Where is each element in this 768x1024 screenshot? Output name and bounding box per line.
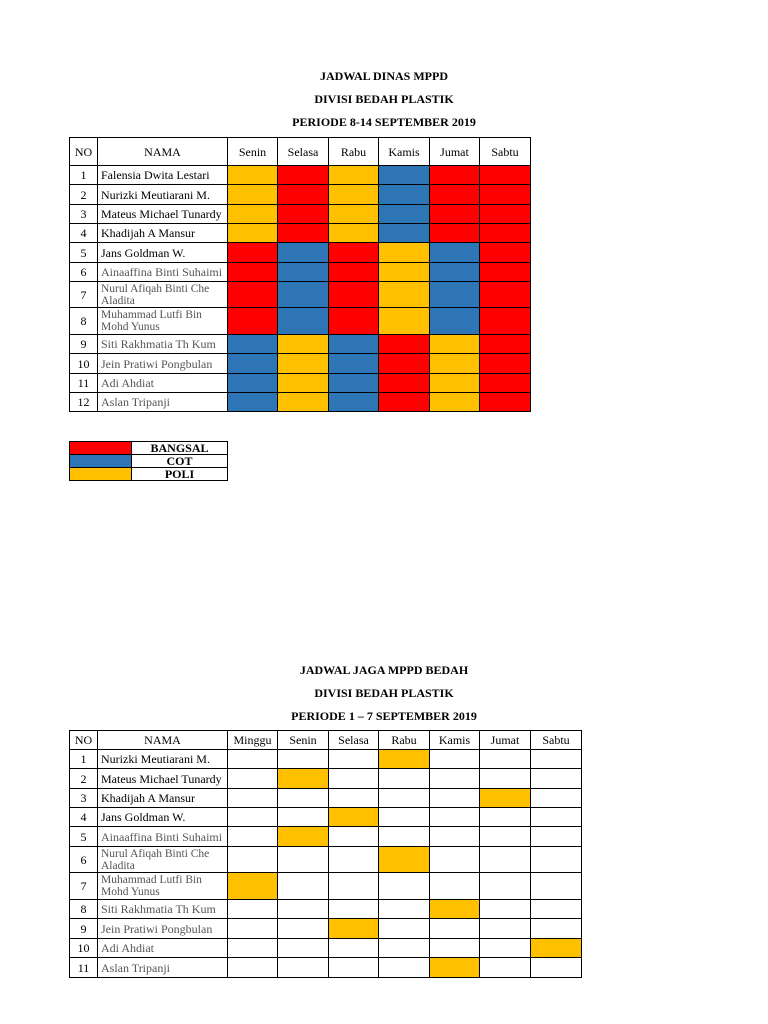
shift-cell	[480, 205, 531, 224]
shift-cell	[531, 900, 582, 919]
table-row	[70, 263, 531, 282]
shift-cell	[329, 282, 379, 308]
schedule1-header-4: Rabu	[329, 138, 379, 166]
shift-cell	[329, 374, 379, 393]
shift-cell	[430, 900, 480, 919]
shift-cell	[379, 185, 430, 205]
member-name: Mateus Michael Tunardy	[98, 205, 228, 224]
shift-cell	[278, 185, 329, 205]
shift-cell	[430, 205, 480, 224]
shift-cell	[329, 354, 379, 374]
shift-cell	[480, 958, 531, 978]
shift-cell	[228, 769, 278, 789]
shift-cell	[329, 263, 379, 282]
table-row	[70, 374, 531, 393]
shift-cell	[480, 847, 531, 873]
schedule2-header-6: Kamis	[430, 731, 480, 750]
shift-cell	[329, 900, 379, 919]
member-name: Ainaaffina Binti Suhaimi	[98, 827, 228, 847]
row-number: 1	[70, 750, 98, 769]
shift-cell	[379, 827, 430, 847]
schedule2-header-0: NO	[70, 731, 98, 750]
table-row	[70, 827, 582, 847]
shift-cell	[329, 789, 379, 808]
shift-cell	[480, 282, 531, 308]
schedule2-header-7: Jumat	[480, 731, 531, 750]
shift-cell	[379, 750, 430, 769]
shift-cell	[379, 263, 430, 282]
shift-cell	[228, 827, 278, 847]
member-name: Nurizki Meutiarani M.	[98, 185, 228, 205]
shift-cell	[228, 185, 278, 205]
shift-cell	[329, 750, 379, 769]
shift-cell	[430, 750, 480, 769]
row-number: 3	[70, 205, 98, 224]
shift-cell	[480, 750, 531, 769]
shift-cell	[480, 900, 531, 919]
shift-cell	[278, 335, 329, 354]
table-row	[70, 847, 582, 873]
shift-cell	[278, 393, 329, 412]
shift-cell	[278, 282, 329, 308]
table-row	[70, 185, 531, 205]
shift-cell	[228, 393, 278, 412]
shift-cell	[228, 958, 278, 978]
row-number: 3	[70, 789, 98, 808]
member-name: Aslan Tripanji	[98, 958, 228, 978]
row-number: 7	[70, 282, 98, 308]
schedule2-header-4: Selasa	[329, 731, 379, 750]
shift-cell	[329, 919, 379, 939]
table-row	[70, 789, 582, 808]
shift-cell	[278, 243, 329, 263]
shift-cell	[379, 789, 430, 808]
member-name: Jein Pratiwi Pongbulan	[98, 354, 228, 374]
shift-cell	[531, 919, 582, 939]
shift-cell	[278, 958, 329, 978]
shift-cell	[531, 827, 582, 847]
schedule2-header-row	[70, 731, 582, 750]
shift-cell	[430, 847, 480, 873]
member-name: Aslan Tripanji	[98, 393, 228, 412]
shift-cell	[480, 939, 531, 958]
member-name: Siti Rakhmatia Th Kum	[98, 900, 228, 919]
schedule2-header-8: Sabtu	[531, 731, 582, 750]
shift-cell	[531, 789, 582, 808]
member-name: Jans Goldman W.	[98, 808, 228, 827]
shift-cell	[379, 308, 430, 335]
legend-row	[70, 455, 228, 468]
shift-cell	[430, 919, 480, 939]
row-number: 11	[70, 958, 98, 978]
shift-cell	[480, 919, 531, 939]
shift-cell	[329, 335, 379, 354]
table-row	[70, 958, 582, 978]
schedule2-period: PERIODE 1 – 7 SEPTEMBER 2019	[291, 709, 477, 723]
shift-cell	[278, 939, 329, 958]
shift-cell	[379, 354, 430, 374]
row-number: 10	[70, 354, 98, 374]
shift-cell	[531, 939, 582, 958]
legend-swatch	[70, 442, 132, 455]
member-name: Khadijah A Mansur	[98, 789, 228, 808]
shift-cell	[329, 205, 379, 224]
shift-cell	[379, 166, 430, 185]
row-number: 5	[70, 243, 98, 263]
shift-cell	[430, 224, 480, 243]
shift-cell	[278, 308, 329, 335]
shift-cell	[278, 750, 329, 769]
shift-cell	[228, 308, 278, 335]
schedule2-title: JADWAL JAGA MPPD BEDAH	[299, 663, 469, 677]
schedule1-header-5: Kamis	[379, 138, 430, 166]
shift-cell	[430, 374, 480, 393]
shift-cell	[531, 958, 582, 978]
shift-cell	[278, 374, 329, 393]
shift-cell	[278, 769, 329, 789]
table-row	[70, 393, 531, 412]
shift-cell	[430, 769, 480, 789]
member-name: Siti Rakhmatia Th Kum	[98, 335, 228, 354]
table-row	[70, 808, 582, 827]
schedule2-header-3: Senin	[278, 731, 329, 750]
shift-cell	[379, 243, 430, 263]
shift-cell	[430, 958, 480, 978]
table-row	[70, 939, 582, 958]
schedule1-header-6: Jumat	[430, 138, 480, 166]
shift-cell	[228, 282, 278, 308]
shift-cell	[278, 808, 329, 827]
member-name: Muhammad Lutfi Bin Mohd Yunus	[98, 308, 228, 335]
shift-cell	[228, 263, 278, 282]
row-number: 5	[70, 827, 98, 847]
shift-cell	[379, 847, 430, 873]
schedule1-table	[69, 137, 531, 412]
row-number: 4	[70, 808, 98, 827]
row-number: 11	[70, 374, 98, 393]
row-number: 1	[70, 166, 98, 185]
shift-cell	[480, 166, 531, 185]
shift-cell	[480, 308, 531, 335]
row-number: 9	[70, 919, 98, 939]
shift-cell	[379, 958, 430, 978]
shift-cell	[430, 243, 480, 263]
shift-cell	[278, 919, 329, 939]
shift-cell	[228, 243, 278, 263]
shift-cell	[430, 393, 480, 412]
schedule2-header-2: Minggu	[228, 731, 278, 750]
table-row	[70, 919, 582, 939]
shift-cell	[329, 958, 379, 978]
shift-cell	[228, 374, 278, 393]
legend-label: COT	[132, 455, 228, 468]
shift-cell	[379, 900, 430, 919]
shift-cell	[228, 224, 278, 243]
shift-cell	[480, 808, 531, 827]
schedule2-table	[69, 730, 582, 978]
schedule1-header-1: NAMA	[98, 138, 228, 166]
shift-cell	[329, 393, 379, 412]
shift-cell	[329, 166, 379, 185]
shift-cell	[329, 308, 379, 335]
member-name: Jans Goldman W.	[98, 243, 228, 263]
shift-cell	[228, 919, 278, 939]
row-number: 7	[70, 873, 98, 900]
shift-cell	[278, 166, 329, 185]
legend-row	[70, 468, 228, 481]
shift-cell	[278, 205, 329, 224]
shift-cell	[430, 827, 480, 847]
row-number: 6	[70, 263, 98, 282]
legend-table	[69, 441, 228, 481]
member-name: Ainaaffina Binti Suhaimi	[98, 263, 228, 282]
shift-cell	[228, 335, 278, 354]
shift-cell	[480, 263, 531, 282]
shift-cell	[480, 789, 531, 808]
shift-cell	[228, 789, 278, 808]
legend-label: BANGSAL	[132, 442, 228, 455]
shift-cell	[228, 847, 278, 873]
row-number: 2	[70, 185, 98, 205]
shift-cell	[430, 185, 480, 205]
member-name: Nurizki Meutiarani M.	[98, 750, 228, 769]
row-number: 2	[70, 769, 98, 789]
schedule2-subtitle: DIVISI BEDAH PLASTIK	[314, 686, 454, 700]
shift-cell	[480, 769, 531, 789]
table-row	[70, 282, 531, 308]
table-row	[70, 900, 582, 919]
shift-cell	[228, 354, 278, 374]
shift-cell	[228, 750, 278, 769]
shift-cell	[430, 263, 480, 282]
member-name: Nurul Afiqah Binti Che Aladita	[98, 282, 228, 308]
shift-cell	[329, 847, 379, 873]
table-row	[70, 205, 531, 224]
row-number: 9	[70, 335, 98, 354]
shift-cell	[480, 185, 531, 205]
shift-cell	[379, 769, 430, 789]
shift-cell	[379, 335, 430, 354]
table-row	[70, 308, 531, 335]
shift-cell	[430, 939, 480, 958]
shift-cell	[430, 308, 480, 335]
member-name: Muhammad Lutfi Bin Mohd Yunus	[98, 873, 228, 900]
shift-cell	[329, 827, 379, 847]
shift-cell	[278, 873, 329, 900]
shift-cell	[329, 939, 379, 958]
legend-label: POLI	[132, 468, 228, 481]
shift-cell	[379, 939, 430, 958]
shift-cell	[531, 808, 582, 827]
shift-cell	[278, 224, 329, 243]
row-number: 6	[70, 847, 98, 873]
shift-cell	[379, 393, 430, 412]
shift-cell	[480, 827, 531, 847]
shift-cell	[278, 900, 329, 919]
schedule1-subtitle: DIVISI BEDAH PLASTIK	[314, 92, 454, 106]
shift-cell	[531, 750, 582, 769]
shift-cell	[480, 873, 531, 900]
shift-cell	[228, 808, 278, 827]
schedule1-header-row	[70, 138, 531, 166]
schedule1-period: PERIODE 8-14 SEPTEMBER 2019	[292, 115, 476, 129]
shift-cell	[379, 224, 430, 243]
shift-cell	[430, 354, 480, 374]
schedule2-header-5: Rabu	[379, 731, 430, 750]
shift-cell	[228, 939, 278, 958]
shift-cell	[379, 374, 430, 393]
shift-cell	[329, 769, 379, 789]
shift-cell	[278, 263, 329, 282]
row-number: 8	[70, 308, 98, 335]
member-name: Adi Ahdiat	[98, 939, 228, 958]
shift-cell	[379, 919, 430, 939]
shift-cell	[480, 354, 531, 374]
row-number: 4	[70, 224, 98, 243]
schedule1-header-0: NO	[70, 138, 98, 166]
shift-cell	[480, 374, 531, 393]
member-name: Mateus Michael Tunardy	[98, 769, 228, 789]
shift-cell	[329, 224, 379, 243]
shift-cell	[480, 393, 531, 412]
table-row	[70, 166, 531, 185]
schedule1-title: JADWAL DINAS MPPD	[319, 69, 448, 83]
shift-cell	[379, 205, 430, 224]
table-row	[70, 354, 531, 374]
shift-cell	[430, 335, 480, 354]
table-row	[70, 873, 582, 900]
shift-cell	[430, 808, 480, 827]
shift-cell	[379, 282, 430, 308]
shift-cell	[228, 900, 278, 919]
shift-cell	[329, 873, 379, 900]
member-name: Adi Ahdiat	[98, 374, 228, 393]
shift-cell	[379, 873, 430, 900]
row-number: 10	[70, 939, 98, 958]
shift-cell	[531, 847, 582, 873]
shift-cell	[531, 873, 582, 900]
shift-cell	[531, 769, 582, 789]
shift-cell	[329, 808, 379, 827]
schedule2-header-1: NAMA	[98, 731, 228, 750]
member-name: Jein Pratiwi Pongbulan	[98, 919, 228, 939]
schedule1-header-3: Selasa	[278, 138, 329, 166]
schedule1-header-2: Senin	[228, 138, 278, 166]
shift-cell	[430, 166, 480, 185]
table-row	[70, 224, 531, 243]
shift-cell	[228, 166, 278, 185]
row-number: 12	[70, 393, 98, 412]
shift-cell	[480, 243, 531, 263]
shift-cell	[329, 243, 379, 263]
shift-cell	[278, 847, 329, 873]
shift-cell	[379, 808, 430, 827]
shift-cell	[278, 789, 329, 808]
shift-cell	[278, 827, 329, 847]
table-row	[70, 335, 531, 354]
shift-cell	[430, 873, 480, 900]
member-name: Nurul Afiqah Binti Che Aladita	[98, 847, 228, 873]
row-number: 8	[70, 900, 98, 919]
shift-cell	[278, 354, 329, 374]
member-name: Falensia Dwita Lestari	[98, 166, 228, 185]
legend-row	[70, 442, 228, 455]
shift-cell	[480, 224, 531, 243]
member-name: Khadijah A Mansur	[98, 224, 228, 243]
shift-cell	[228, 205, 278, 224]
shift-cell	[228, 873, 278, 900]
shift-cell	[480, 335, 531, 354]
schedule1-header-7: Sabtu	[480, 138, 531, 166]
legend-swatch	[70, 455, 132, 468]
table-row	[70, 243, 531, 263]
shift-cell	[430, 282, 480, 308]
legend-swatch	[70, 468, 132, 481]
shift-cell	[430, 789, 480, 808]
table-row	[70, 750, 582, 769]
table-row	[70, 769, 582, 789]
shift-cell	[329, 185, 379, 205]
